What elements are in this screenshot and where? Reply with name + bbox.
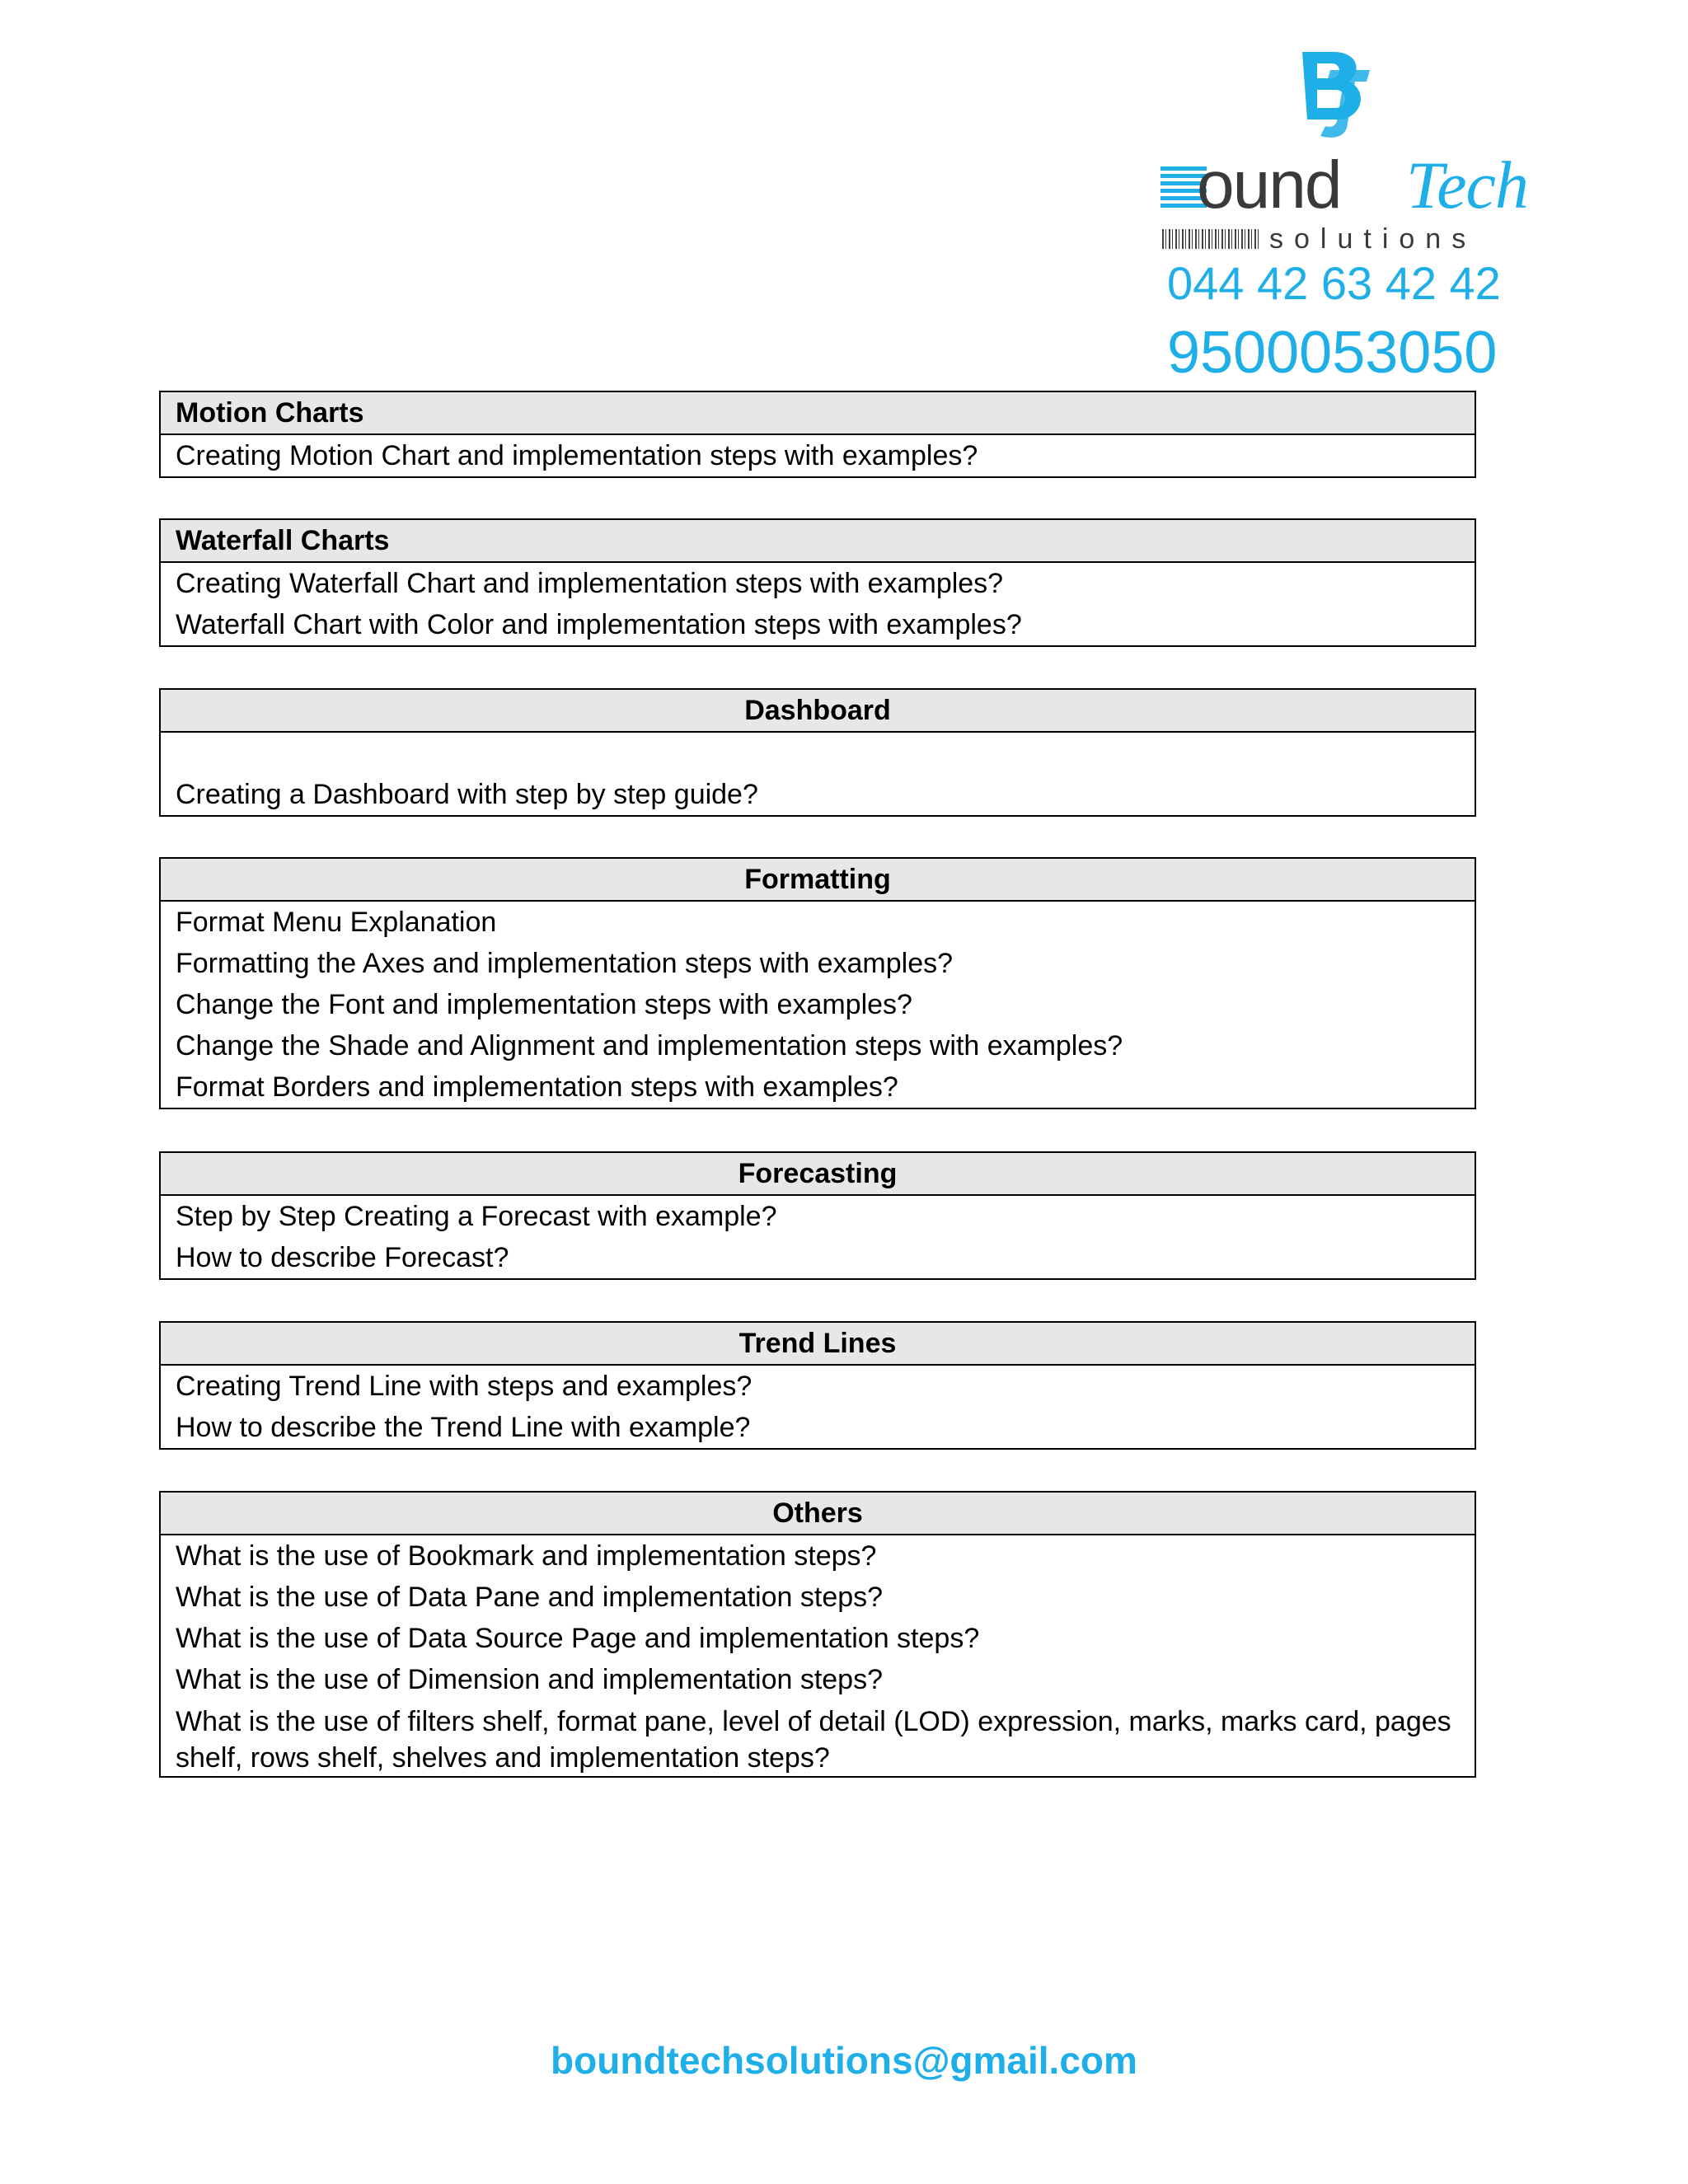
list-item: Format Borders and implementation steps with examples?	[176, 1071, 898, 1103]
list-item: What is the use of Bookmark and implementation steps?	[176, 1540, 877, 1572]
contact-email[interactable]: boundtechsolutions@gmail.com	[551, 2039, 1137, 2082]
list-item: How to describe Forecast?	[176, 1242, 509, 1273]
phone-mobile: 9500053050	[1167, 320, 1498, 386]
list-item: Waterfall Chart with Color and implementation steps with examples?	[176, 609, 1022, 640]
list-item: Change the Shade and Alignment and implementation steps with examples?	[176, 1030, 1123, 1062]
list-item: What is the use of Data Source Page and implementation steps?	[176, 1623, 980, 1654]
phone-landline: 044 42 63 42 42	[1167, 257, 1501, 309]
list-item: Step by Step Creating a Forecast with example?	[176, 1201, 777, 1232]
list-item: What is the use of filters shelf, format pane, level of detail (LOD) expression, marks, marks card, pages shelf, rows shelf, shelves and implementation steps?	[176, 1706, 1451, 1774]
logo-tagline-row	[1160, 223, 1490, 255]
list-item: Creating a Dashboard with step by step guide?	[176, 779, 758, 810]
section-title: Others	[161, 1493, 1475, 1535]
section-others	[159, 1491, 1476, 1778]
blank-row	[176, 733, 1460, 774]
section-title: Trend Lines	[161, 1323, 1475, 1366]
list-item: Change the Font and implementation steps with examples?	[176, 989, 912, 1020]
list-item: How to describe the Trend Line with example?	[176, 1412, 751, 1443]
logo-tagline: solutions	[1269, 223, 1477, 255]
section-title: Formatting	[161, 859, 1475, 902]
section-dashboard	[159, 688, 1476, 817]
section-motion-charts	[159, 391, 1476, 478]
company-logo	[1160, 45, 1528, 255]
list-item: What is the use of Data Pane and implementation steps?	[176, 1582, 884, 1613]
barcode-graphic	[1162, 229, 1261, 249]
bt-monogram-icon	[1284, 45, 1375, 140]
list-item: What is the use of Dimension and implementation steps?	[176, 1664, 884, 1695]
logo-word-tech: Tech	[1406, 148, 1528, 223]
logo-word-bound: ound	[1197, 148, 1341, 223]
section-waterfall-charts	[159, 518, 1476, 647]
list-item: Format Menu Explanation	[176, 907, 497, 938]
list-item: Creating Motion Chart and implementation steps with examples?	[176, 440, 978, 471]
list-item: Formatting the Axes and implementation steps with examples?	[176, 948, 954, 979]
section-title: Forecasting	[161, 1153, 1475, 1196]
logo-wordmark	[1160, 148, 1528, 223]
section-trend-lines	[159, 1321, 1476, 1450]
section-title: Dashboard	[161, 690, 1475, 733]
list-item: Creating Waterfall Chart and implementation steps with examples?	[176, 568, 1004, 599]
section-title: Motion Charts	[161, 392, 1475, 435]
list-item: Creating Trend Line with steps and examples?	[176, 1371, 753, 1402]
section-forecasting	[159, 1151, 1476, 1280]
section-title: Waterfall Charts	[161, 520, 1475, 563]
section-formatting	[159, 857, 1476, 1109]
